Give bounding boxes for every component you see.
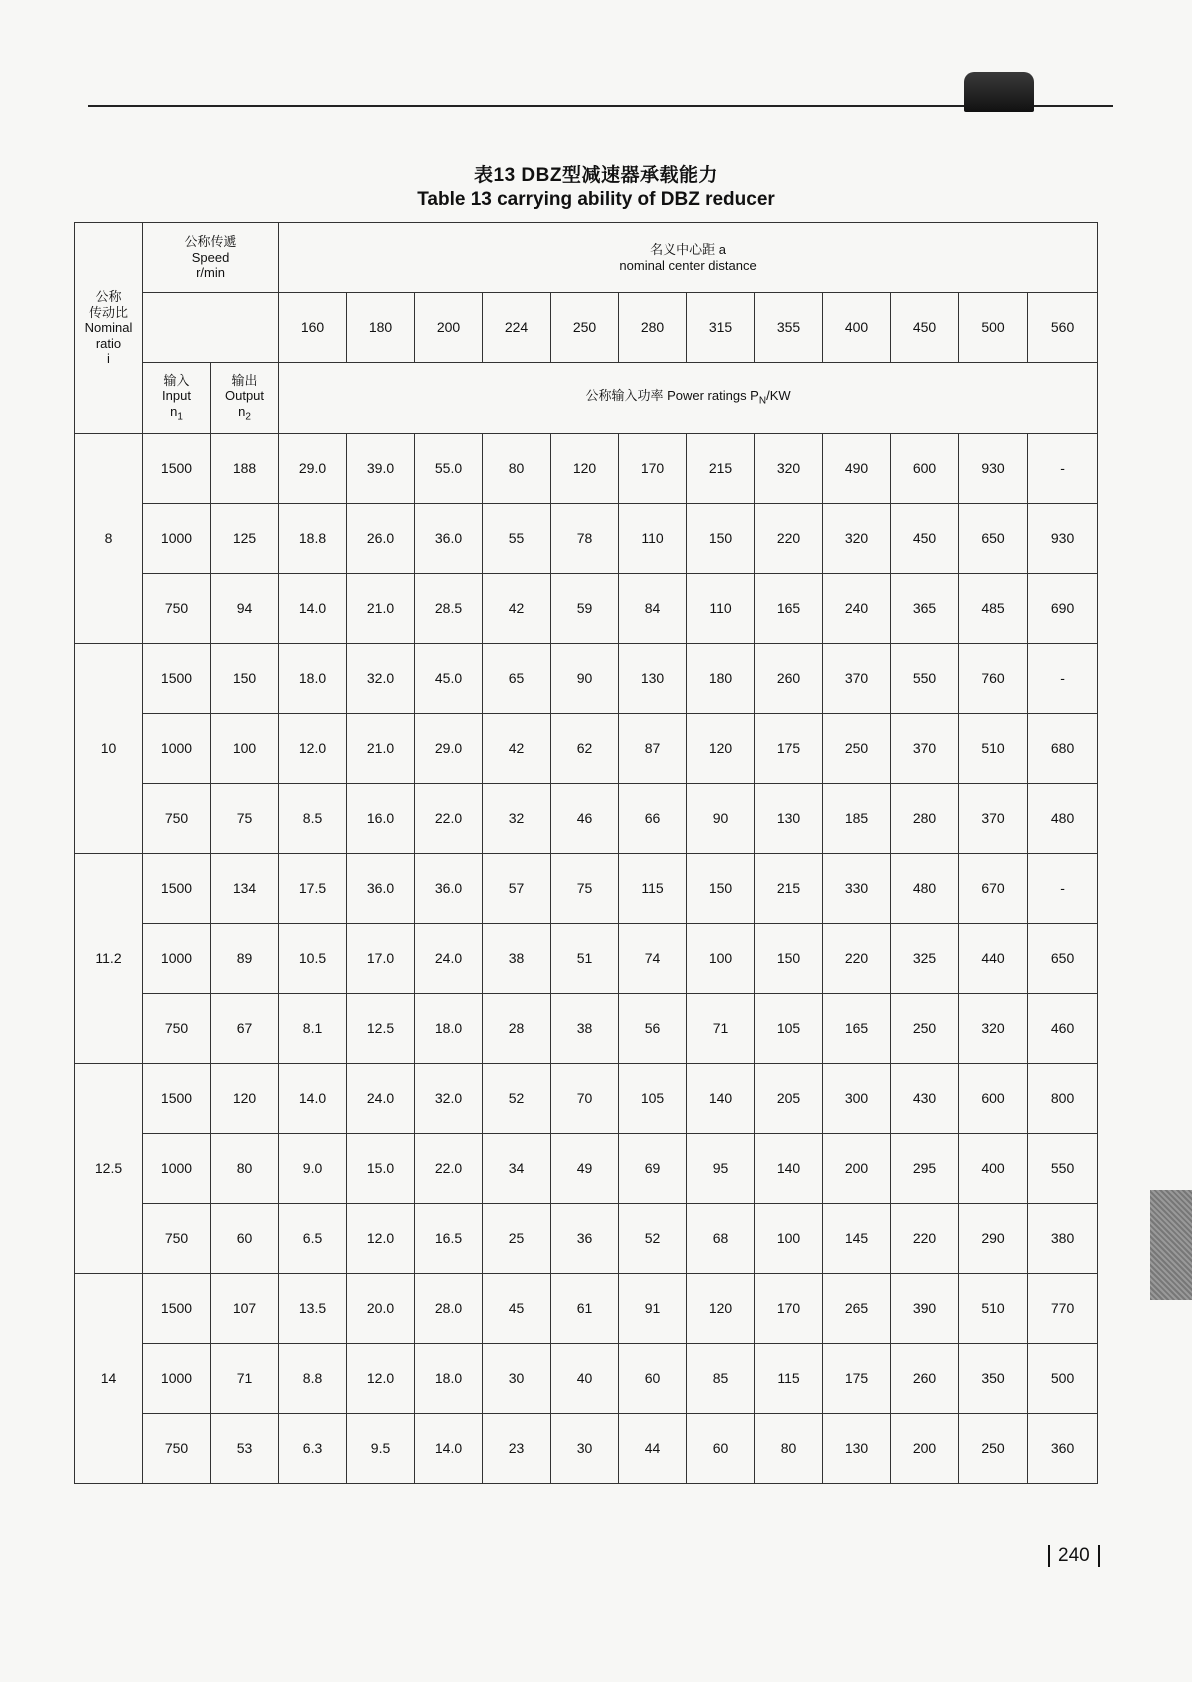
power-value-cell: 22.0 — [415, 1134, 483, 1204]
power-value-cell: 36.0 — [415, 504, 483, 574]
power-value-cell: 38 — [551, 994, 619, 1064]
power-value-cell: 70 — [551, 1064, 619, 1134]
power-value-cell: 140 — [755, 1134, 823, 1204]
power-value-cell: 280 — [891, 784, 959, 854]
power-value-cell: 550 — [891, 644, 959, 714]
power-value-cell: 9.0 — [279, 1134, 347, 1204]
distance-header-cell: 160 — [279, 293, 347, 363]
power-value-cell: 36.0 — [415, 854, 483, 924]
power-value-cell: 220 — [755, 504, 823, 574]
table-title-en: Table 13 carrying ability of DBZ reducer — [417, 189, 775, 210]
power-value-cell: 45 — [483, 1274, 551, 1344]
input-speed-cell: 1500 — [143, 854, 211, 924]
power-value-cell: 100 — [687, 924, 755, 994]
input-speed-cell: 1500 — [143, 1274, 211, 1344]
power-value-cell: 220 — [823, 924, 891, 994]
power-value-cell: 105 — [755, 994, 823, 1064]
power-value-cell: 130 — [823, 1414, 891, 1484]
power-value-cell: 18.0 — [279, 644, 347, 714]
table-row — [75, 434, 1098, 504]
table-row — [75, 784, 1098, 854]
power-value-cell: - — [1028, 854, 1098, 924]
power-value-cell: 250 — [891, 994, 959, 1064]
power-value-cell: 14.0 — [279, 1064, 347, 1134]
distance-header-cell: 200 — [415, 293, 483, 363]
input-header-symbol: $n_1$ — [170, 403, 183, 423]
power-value-cell: 65 — [483, 644, 551, 714]
table-row — [75, 1204, 1098, 1274]
power-value-cell: 380 — [1028, 1204, 1098, 1274]
power-value-cell: 485 — [959, 574, 1028, 644]
power-value-cell: 52 — [483, 1064, 551, 1134]
power-value-cell: 80 — [755, 1414, 823, 1484]
power-value-cell: 260 — [755, 644, 823, 714]
output-speed-cell: 188 — [211, 434, 279, 504]
distance-header-cell: 450 — [891, 293, 959, 363]
power-value-cell: 105 — [619, 1064, 687, 1134]
output-speed-cell: 134 — [211, 854, 279, 924]
output-speed-cell: 120 — [211, 1064, 279, 1134]
power-value-cell: 480 — [891, 854, 959, 924]
power-value-cell: 55.0 — [415, 434, 483, 504]
output-speed-cell: 125 — [211, 504, 279, 574]
power-value-cell: 28.5 — [415, 574, 483, 644]
input-speed-cell: 1000 — [143, 1344, 211, 1414]
power-value-cell: 91 — [619, 1274, 687, 1344]
center-distance-header — [279, 223, 1098, 293]
power-value-cell: 510 — [959, 714, 1028, 784]
power-value-cell: 60 — [687, 1414, 755, 1484]
power-value-cell: 170 — [619, 434, 687, 504]
power-value-cell: 650 — [1028, 924, 1098, 994]
input-speed-cell: 750 — [143, 784, 211, 854]
power-value-cell: 24.0 — [415, 924, 483, 994]
ratio-header — [75, 223, 143, 434]
power-value-cell: 175 — [755, 714, 823, 784]
power-value-cell: 78 — [551, 504, 619, 574]
power-value-cell: 10.5 — [279, 924, 347, 994]
power-value-cell: 28 — [483, 994, 551, 1064]
power-value-cell: 32.0 — [415, 1064, 483, 1134]
table-row — [75, 1064, 1098, 1134]
output-speed-cell: 53 — [211, 1414, 279, 1484]
power-value-cell: 650 — [959, 504, 1028, 574]
power-value-cell: 44 — [619, 1414, 687, 1484]
reducer-thumbnail-icon — [964, 72, 1034, 112]
power-value-cell: 18.0 — [415, 994, 483, 1064]
distance-header-cell: 315 — [687, 293, 755, 363]
power-value-cell: 215 — [687, 434, 755, 504]
power-value-cell: 87 — [619, 714, 687, 784]
capacity-table — [74, 222, 1098, 1484]
power-value-cell: 52 — [619, 1204, 687, 1274]
power-value-cell: 165 — [823, 994, 891, 1064]
power-value-cell: 61 — [551, 1274, 619, 1344]
power-value-cell: 28.0 — [415, 1274, 483, 1344]
input-header-cn: 输入 — [163, 372, 190, 388]
power-value-cell: 400 — [959, 1134, 1028, 1204]
power-value-cell: 17.5 — [279, 854, 347, 924]
power-value-cell: 150 — [687, 504, 755, 574]
power-value-cell: 690 — [1028, 574, 1098, 644]
power-value-cell: 12.0 — [279, 714, 347, 784]
speed-header — [143, 223, 279, 293]
speed-header-unit: r/min — [196, 265, 225, 281]
power-value-cell: 205 — [755, 1064, 823, 1134]
power-value-cell: 25 — [483, 1204, 551, 1274]
power-value-cell: 6.3 — [279, 1414, 347, 1484]
power-value-cell: 295 — [891, 1134, 959, 1204]
ratio-header-cn-1: 公称 — [95, 289, 122, 305]
speed-header-en: Speed — [191, 249, 230, 265]
input-speed-cell: 1000 — [143, 1134, 211, 1204]
power-value-cell: 55 — [483, 504, 551, 574]
input-speed-cell: 1000 — [143, 924, 211, 994]
power-value-cell: 120 — [687, 714, 755, 784]
power-value-cell: 69 — [619, 1134, 687, 1204]
table-row — [75, 1414, 1098, 1484]
power-value-cell: 320 — [959, 994, 1028, 1064]
power-value-cell: 100 — [755, 1204, 823, 1274]
power-value-cell: 90 — [687, 784, 755, 854]
power-value-cell: 170 — [755, 1274, 823, 1344]
power-value-cell: 185 — [823, 784, 891, 854]
power-value-cell: 600 — [891, 434, 959, 504]
table-row — [75, 1274, 1098, 1344]
power-value-cell: 38 — [483, 924, 551, 994]
output-speed-cell: 100 — [211, 714, 279, 784]
output-speed-cell: 75 — [211, 784, 279, 854]
power-value-cell: 29.0 — [279, 434, 347, 504]
power-value-cell: 24.0 — [347, 1064, 415, 1134]
ratio-cell: 14 — [75, 1274, 143, 1484]
power-value-cell: 370 — [959, 784, 1028, 854]
power-value-cell: 74 — [619, 924, 687, 994]
power-value-cell: 130 — [619, 644, 687, 714]
power-value-cell: 220 — [891, 1204, 959, 1274]
power-value-cell: 265 — [823, 1274, 891, 1344]
input-speed-cell: 750 — [143, 994, 211, 1064]
power-value-cell: 490 — [823, 434, 891, 504]
power-value-cell: 165 — [755, 574, 823, 644]
power-value-cell: 390 — [891, 1274, 959, 1344]
power-value-cell: 90 — [551, 644, 619, 714]
table-row — [75, 504, 1098, 574]
power-value-cell: 14.0 — [279, 574, 347, 644]
power-value-cell: 8.5 — [279, 784, 347, 854]
power-value-cell: 17.0 — [347, 924, 415, 994]
power-value-cell: 42 — [483, 714, 551, 784]
ratio-cell: 10 — [75, 644, 143, 854]
ratio-header-en-1: Nominal — [84, 320, 133, 336]
power-value-cell: 370 — [891, 714, 959, 784]
power-value-cell: 770 — [1028, 1274, 1098, 1344]
power-value-cell: 23 — [483, 1414, 551, 1484]
power-value-cell: 40 — [551, 1344, 619, 1414]
output-speed-header — [211, 363, 279, 434]
input-speed-cell: 1000 — [143, 504, 211, 574]
speed-header-cn: 公称传遞 — [184, 234, 237, 250]
power-value-cell: 370 — [823, 644, 891, 714]
input-speed-cell: 750 — [143, 1414, 211, 1484]
power-value-cell: 60 — [619, 1344, 687, 1414]
power-value-cell: 115 — [755, 1344, 823, 1414]
power-value-cell: 12.5 — [347, 994, 415, 1064]
distance-header-cell: 560 — [1028, 293, 1098, 363]
power-value-cell: 150 — [687, 854, 755, 924]
power-value-cell: 200 — [891, 1414, 959, 1484]
power-value-cell: 45.0 — [415, 644, 483, 714]
power-value-cell: 84 — [619, 574, 687, 644]
power-value-cell: 57 — [483, 854, 551, 924]
header-rule — [88, 105, 1113, 107]
power-value-cell: 130 — [755, 784, 823, 854]
input-speed-cell: 750 — [143, 574, 211, 644]
distance-header-cell: 180 — [347, 293, 415, 363]
power-value-cell: 145 — [823, 1204, 891, 1274]
output-header-symbol: $n_2$ — [238, 403, 251, 423]
power-value-cell: 450 — [891, 504, 959, 574]
power-value-cell: 36.0 — [347, 854, 415, 924]
distance-header-cell: 250 — [551, 293, 619, 363]
output-speed-cell: 107 — [211, 1274, 279, 1344]
input-header-en: Input — [162, 388, 191, 404]
power-value-cell: 9.5 — [347, 1414, 415, 1484]
power-value-cell: 6.5 — [279, 1204, 347, 1274]
section-tab-marker — [1150, 1190, 1192, 1300]
power-value-cell: 250 — [959, 1414, 1028, 1484]
table-row — [75, 924, 1098, 994]
power-value-cell: 140 — [687, 1064, 755, 1134]
table-row — [75, 714, 1098, 784]
power-value-cell: 95 — [687, 1134, 755, 1204]
input-speed-cell: 1500 — [143, 644, 211, 714]
power-value-cell: 39.0 — [347, 434, 415, 504]
power-value-cell: 320 — [823, 504, 891, 574]
power-value-cell: 260 — [891, 1344, 959, 1414]
power-value-cell: 350 — [959, 1344, 1028, 1414]
power-value-cell: 800 — [1028, 1064, 1098, 1134]
output-speed-cell: 67 — [211, 994, 279, 1064]
table-title-cn: 表13 DBZ型减速器承载能力 — [474, 165, 718, 186]
table-row — [75, 1344, 1098, 1414]
power-value-cell: 215 — [755, 854, 823, 924]
ratio-header-cn-2: 传动比 — [88, 304, 128, 320]
power-value-cell: 34 — [483, 1134, 551, 1204]
power-value-cell: 760 — [959, 644, 1028, 714]
table-row — [75, 644, 1098, 714]
ratio-header-symbol: i — [107, 351, 110, 367]
power-value-cell: 8.1 — [279, 994, 347, 1064]
power-value-cell: 15.0 — [347, 1134, 415, 1204]
power-value-cell: 62 — [551, 714, 619, 784]
distance-header-cell: 500 — [959, 293, 1028, 363]
power-value-cell: 480 — [1028, 784, 1098, 854]
input-speed-cell: 1000 — [143, 714, 211, 784]
distance-header-cell: 400 — [823, 293, 891, 363]
power-value-cell: 85 — [687, 1344, 755, 1414]
power-value-cell: 21.0 — [347, 574, 415, 644]
power-value-cell: 320 — [755, 434, 823, 504]
power-value-cell: - — [1028, 644, 1098, 714]
power-value-cell: 12.0 — [347, 1204, 415, 1274]
power-value-cell: 49 — [551, 1134, 619, 1204]
ratio-cell: 12.5 — [75, 1064, 143, 1274]
power-value-cell: 32.0 — [347, 644, 415, 714]
page-number: 240 — [1040, 1545, 1108, 1567]
power-value-cell: 440 — [959, 924, 1028, 994]
distance-header-cell: 224 — [483, 293, 551, 363]
center-distance-cn: 名义中心距 a — [650, 241, 726, 257]
power-value-cell: 325 — [891, 924, 959, 994]
input-speed-cell: 1500 — [143, 434, 211, 504]
power-value-cell: 16.5 — [415, 1204, 483, 1274]
ratio-cell: 8 — [75, 434, 143, 644]
power-value-cell: 14.0 — [415, 1414, 483, 1484]
power-value-cell: 8.8 — [279, 1344, 347, 1414]
output-speed-cell: 89 — [211, 924, 279, 994]
output-header-en: Output — [224, 388, 265, 404]
output-speed-cell: 94 — [211, 574, 279, 644]
power-value-cell: 71 — [687, 994, 755, 1064]
power-value-cell: 360 — [1028, 1414, 1098, 1484]
table-row — [75, 994, 1098, 1064]
power-value-cell: 51 — [551, 924, 619, 994]
ratio-header-en-2: ratio — [95, 335, 122, 351]
output-speed-cell: 71 — [211, 1344, 279, 1414]
power-value-cell: 26.0 — [347, 504, 415, 574]
power-value-cell: 110 — [619, 504, 687, 574]
power-value-cell: 22.0 — [415, 784, 483, 854]
power-value-cell: 13.5 — [279, 1274, 347, 1344]
power-value-cell: - — [1028, 434, 1098, 504]
power-ratings-header: 公称输入功率 Power ratings $P_N/KW$ — [279, 363, 1098, 434]
power-value-cell: 30 — [551, 1414, 619, 1484]
power-value-cell: 670 — [959, 854, 1028, 924]
table-row — [75, 1134, 1098, 1204]
power-value-cell: 21.0 — [347, 714, 415, 784]
output-speed-cell: 60 — [211, 1204, 279, 1274]
power-value-cell: 180 — [687, 644, 755, 714]
power-value-cell: 250 — [823, 714, 891, 784]
power-value-cell: 460 — [1028, 994, 1098, 1064]
table-row — [75, 854, 1098, 924]
input-speed-cell: 1500 — [143, 1064, 211, 1134]
power-value-cell: 175 — [823, 1344, 891, 1414]
power-value-cell: 430 — [891, 1064, 959, 1134]
output-speed-cell: 150 — [211, 644, 279, 714]
power-value-cell: 330 — [823, 854, 891, 924]
power-value-cell: 240 — [823, 574, 891, 644]
power-value-cell: 930 — [1028, 504, 1098, 574]
power-value-cell: 550 — [1028, 1134, 1098, 1204]
power-value-cell: 120 — [687, 1274, 755, 1344]
power-value-cell: 18.0 — [415, 1344, 483, 1414]
power-value-cell: 46 — [551, 784, 619, 854]
output-header-cn: 输出 — [231, 372, 258, 388]
power-value-cell: 66 — [619, 784, 687, 854]
power-value-cell: 30 — [483, 1344, 551, 1414]
ratio-cell: 11.2 — [75, 854, 143, 1064]
power-value-cell: 930 — [959, 434, 1028, 504]
power-value-cell: 365 — [891, 574, 959, 644]
power-value-cell: 500 — [1028, 1344, 1098, 1414]
power-value-cell: 120 — [551, 434, 619, 504]
power-value-cell: 200 — [823, 1134, 891, 1204]
power-value-cell: 56 — [619, 994, 687, 1064]
power-value-cell: 115 — [619, 854, 687, 924]
power-value-cell: 600 — [959, 1064, 1028, 1134]
power-value-cell: 36 — [551, 1204, 619, 1274]
power-value-cell: 42 — [483, 574, 551, 644]
input-speed-cell: 750 — [143, 1204, 211, 1274]
power-value-cell: 18.8 — [279, 504, 347, 574]
power-value-cell: 32 — [483, 784, 551, 854]
power-value-cell: 110 — [687, 574, 755, 644]
power-value-cell: 680 — [1028, 714, 1098, 784]
power-value-cell: 80 — [483, 434, 551, 504]
power-value-cell: 29.0 — [415, 714, 483, 784]
center-distance-en: nominal center distance — [619, 257, 757, 273]
output-speed-cell: 80 — [211, 1134, 279, 1204]
power-value-cell: 68 — [687, 1204, 755, 1274]
power-value-cell: 75 — [551, 854, 619, 924]
power-value-cell: 16.0 — [347, 784, 415, 854]
input-speed-header — [143, 363, 211, 434]
distance-header-cell: 280 — [619, 293, 687, 363]
power-value-cell: 59 — [551, 574, 619, 644]
power-value-cell: 150 — [755, 924, 823, 994]
power-value-cell: 12.0 — [347, 1344, 415, 1414]
power-value-cell: 290 — [959, 1204, 1028, 1274]
table-row — [75, 574, 1098, 644]
distance-header-cell: 355 — [755, 293, 823, 363]
power-value-cell: 510 — [959, 1274, 1028, 1344]
speed-header-spacer — [143, 293, 279, 363]
power-value-cell: 20.0 — [347, 1274, 415, 1344]
power-value-cell: 300 — [823, 1064, 891, 1134]
